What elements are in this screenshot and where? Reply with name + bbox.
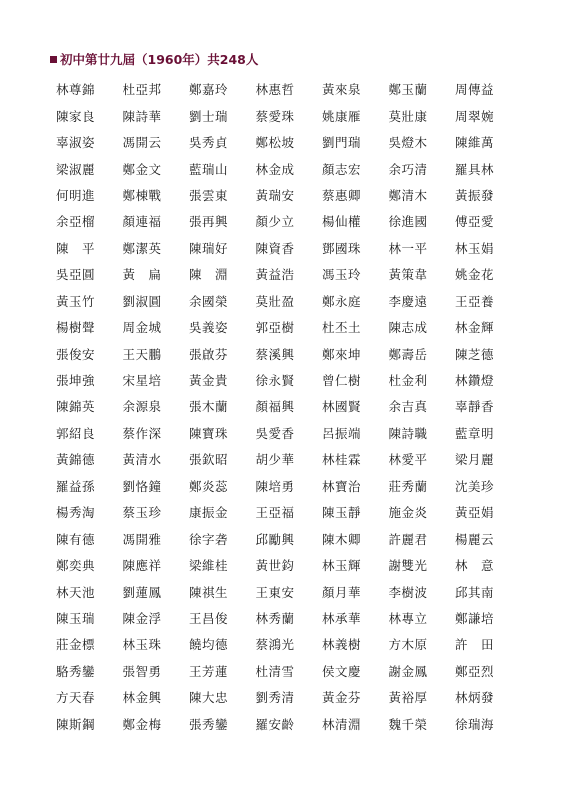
student-name: 張智勇 [122, 663, 162, 679]
student-name: 張啟芬 [189, 346, 229, 362]
name-row [56, 578, 536, 604]
name-row [56, 499, 536, 525]
student-name: 鄭金文 [122, 161, 162, 177]
student-name: 楊樹聲 [56, 320, 96, 336]
student-name: 顏福興 [255, 399, 295, 415]
student-name: 辜淑姿 [56, 135, 96, 151]
student-name: 藍章明 [455, 425, 495, 441]
student-name: 謝雙光 [388, 558, 428, 574]
student-name: 杜亞邦 [122, 82, 162, 98]
student-name: 羅具林 [455, 161, 495, 177]
student-name: 鄧國珠 [322, 240, 362, 256]
student-name: 陳培勇 [255, 478, 295, 494]
name-row [56, 76, 536, 102]
student-name: 劉恪鐘 [122, 478, 162, 494]
student-name: 劉門瑞 [322, 135, 362, 151]
student-name: 馮玉玲 [322, 267, 362, 283]
student-name: 黃 扁 [122, 267, 162, 283]
name-row [56, 552, 536, 578]
student-name: 徐進國 [388, 214, 428, 230]
student-name: 呂振端 [322, 425, 362, 441]
student-name: 王芳蓮 [189, 663, 229, 679]
student-name: 鄭來坤 [322, 346, 362, 362]
student-name: 侯文慶 [322, 663, 362, 679]
student-name: 駱秀鑾 [56, 663, 96, 679]
name-row [56, 288, 536, 314]
black-square-icon [50, 56, 57, 63]
student-name: 康振金 [189, 505, 229, 521]
name-row [56, 155, 536, 181]
student-name: 杜丕土 [322, 320, 362, 336]
student-name: 劉秀清 [255, 690, 295, 706]
student-name: 林惠哲 [255, 82, 295, 98]
name-row [56, 446, 536, 472]
student-name: 李慶遠 [388, 293, 428, 309]
student-name: 陳維萬 [455, 135, 495, 151]
student-name: 吳秀貞 [189, 135, 229, 151]
student-name: 陳玉瑞 [56, 610, 96, 626]
name-row [56, 129, 536, 155]
name-row [56, 525, 536, 551]
student-name: 蔡玉珍 [122, 505, 162, 521]
name-row [56, 631, 536, 657]
student-name: 鄭潔英 [122, 240, 162, 256]
student-name: 姚康雁 [322, 108, 362, 124]
student-name: 林專立 [388, 610, 428, 626]
student-name: 莊金標 [56, 637, 96, 653]
student-name: 梁月麗 [455, 452, 495, 468]
student-name: 林寶治 [322, 478, 362, 494]
student-name: 陳志成 [388, 320, 428, 336]
name-row [56, 420, 536, 446]
name-row [56, 340, 536, 366]
student-name: 陳家良 [56, 108, 96, 124]
student-name: 張雲東 [189, 187, 229, 203]
student-name: 陳詩華 [122, 108, 162, 124]
student-name: 陳芝德 [455, 346, 495, 362]
student-name: 林國賢 [322, 399, 362, 415]
student-name: 沈美珍 [455, 478, 495, 494]
student-name: 余源泉 [122, 399, 162, 415]
student-name: 林一平 [388, 240, 428, 256]
student-name: 黃亞娟 [455, 505, 495, 521]
student-name: 顏少立 [255, 214, 295, 230]
student-name: 鄭壽岳 [388, 346, 428, 362]
student-name: 林愛平 [388, 452, 428, 468]
student-name: 余亞榴 [56, 214, 96, 230]
student-name: 許麗君 [388, 531, 428, 547]
student-name: 鄭奕典 [56, 558, 96, 574]
name-row [56, 102, 536, 128]
name-row [56, 393, 536, 419]
student-name: 陳斯鋼 [56, 716, 96, 732]
student-name: 方木原 [388, 637, 428, 653]
student-name: 楊秀淘 [56, 505, 96, 521]
student-name: 莫壯盈 [255, 293, 295, 309]
student-name: 黃益浩 [255, 267, 295, 283]
student-name: 胡少華 [255, 452, 295, 468]
name-row [56, 684, 536, 710]
student-name: 黃振發 [455, 187, 495, 203]
section-heading [50, 50, 258, 68]
student-name: 蔡作深 [122, 425, 162, 441]
student-name: 陳木卿 [322, 531, 362, 547]
student-name: 林金輝 [455, 320, 495, 336]
student-name: 梁維桂 [189, 558, 229, 574]
student-name: 杜清雪 [255, 663, 295, 679]
student-name: 劉淑圓 [122, 293, 162, 309]
section-title: 初中第廿九屆（1960年）共248人 [60, 52, 259, 67]
student-name: 黃策韋 [388, 267, 428, 283]
student-name: 李樹波 [388, 584, 428, 600]
student-name: 林尊錦 [56, 82, 96, 98]
student-name: 莫壯康 [388, 108, 428, 124]
student-name: 黃裕厚 [388, 690, 428, 706]
student-name: 張俊安 [56, 346, 96, 362]
student-name: 鄭松坡 [255, 135, 295, 151]
student-name: 張坤強 [56, 373, 96, 389]
student-name: 宋星培 [122, 373, 162, 389]
student-name: 蔡愛珠 [255, 108, 295, 124]
student-name: 陳 平 [56, 240, 96, 256]
student-name: 林鑽燈 [455, 373, 495, 389]
student-name: 陳寶珠 [189, 425, 229, 441]
student-name: 邱其南 [455, 584, 495, 600]
student-name: 張欽昭 [189, 452, 229, 468]
name-row [56, 711, 536, 737]
student-name: 林桂霖 [322, 452, 362, 468]
student-name: 余吉真 [388, 399, 428, 415]
student-name: 莊秀蘭 [388, 478, 428, 494]
student-name: 劉士瑞 [189, 108, 229, 124]
student-name: 鄭清木 [388, 187, 428, 203]
student-name: 黃玉竹 [56, 293, 96, 309]
student-name: 梁淑麗 [56, 161, 96, 177]
student-name: 林玉輝 [322, 558, 362, 574]
student-name: 馮開雅 [122, 531, 162, 547]
name-row [56, 235, 536, 261]
student-name: 張再興 [189, 214, 229, 230]
student-name: 黃來泉 [322, 82, 362, 98]
student-name: 黃金貴 [189, 373, 229, 389]
student-name: 辜靜香 [455, 399, 495, 415]
student-name: 林炳發 [455, 690, 495, 706]
student-name: 林金成 [255, 161, 295, 177]
name-row [56, 314, 536, 340]
student-name: 林金興 [122, 690, 162, 706]
student-name: 林清淵 [322, 716, 362, 732]
student-name: 劉蓮鳳 [122, 584, 162, 600]
student-name: 藍瑞山 [189, 161, 229, 177]
student-name: 陳祺生 [189, 584, 229, 600]
student-name: 林 意 [455, 558, 495, 574]
student-name: 饒均德 [189, 637, 229, 653]
student-name: 陳詩職 [388, 425, 428, 441]
student-name: 羅安齡 [255, 716, 295, 732]
student-name: 吳亞圓 [56, 267, 96, 283]
student-name: 張木蘭 [189, 399, 229, 415]
student-name: 陳 淵 [189, 267, 229, 283]
student-name: 黃錦德 [56, 452, 96, 468]
name-row [56, 658, 536, 684]
student-name: 顏連福 [122, 214, 162, 230]
student-name: 姚金花 [455, 267, 495, 283]
name-row [56, 473, 536, 499]
student-name: 鄭永庭 [322, 293, 362, 309]
student-name: 陳金浮 [122, 610, 162, 626]
student-name: 黃世鈞 [255, 558, 295, 574]
student-name: 蔡溪興 [255, 346, 295, 362]
student-name: 陳有德 [56, 531, 96, 547]
student-name: 林玉珠 [122, 637, 162, 653]
student-name: 王天鵬 [122, 346, 162, 362]
student-name: 鄭嘉玲 [189, 82, 229, 98]
name-row [56, 367, 536, 393]
student-name: 謝金鳳 [388, 663, 428, 679]
student-name: 余巧清 [388, 161, 428, 177]
student-name: 鄭玉蘭 [388, 82, 428, 98]
student-name: 陳瑞好 [189, 240, 229, 256]
student-name: 顏志宏 [322, 161, 362, 177]
student-name: 鄭炎蕊 [189, 478, 229, 494]
student-name: 蔡鴻光 [255, 637, 295, 653]
student-name: 蔡惠卿 [322, 187, 362, 203]
student-name: 陳應祥 [122, 558, 162, 574]
student-name: 楊麗云 [455, 531, 495, 547]
student-name: 郭亞樹 [255, 320, 295, 336]
student-name: 鄭金梅 [122, 716, 162, 732]
student-name: 何明進 [56, 187, 96, 203]
student-name: 施金炎 [388, 505, 428, 521]
name-row [56, 261, 536, 287]
name-row [56, 208, 536, 234]
student-name: 鄭棟戰 [122, 187, 162, 203]
student-name: 郭紹良 [56, 425, 96, 441]
name-list [56, 76, 536, 737]
name-row [56, 182, 536, 208]
student-name: 陳錦英 [56, 399, 96, 415]
student-name: 鄭亞烈 [455, 663, 495, 679]
student-name: 吳義姿 [189, 320, 229, 336]
student-name: 陳大忠 [189, 690, 229, 706]
student-name: 楊仙權 [322, 214, 362, 230]
student-name: 黃瑞安 [255, 187, 295, 203]
student-name: 周翠婉 [455, 108, 495, 124]
student-name: 吳燈木 [388, 135, 428, 151]
name-row [56, 605, 536, 631]
student-name: 王亞福 [255, 505, 295, 521]
student-name: 徐瑞海 [455, 716, 495, 732]
student-name: 林天池 [56, 584, 96, 600]
student-name: 徐字砻 [189, 531, 229, 547]
student-name: 林玉娟 [455, 240, 495, 256]
student-name: 杜金利 [388, 373, 428, 389]
student-name: 黃金芬 [322, 690, 362, 706]
student-name: 鄭謙培 [455, 610, 495, 626]
student-name: 邱勵興 [255, 531, 295, 547]
student-name: 林承華 [322, 610, 362, 626]
student-name: 黃清水 [122, 452, 162, 468]
student-name: 曾仁樹 [322, 373, 362, 389]
student-name: 徐永賢 [255, 373, 295, 389]
student-name: 吳愛香 [255, 425, 295, 441]
student-name: 陳資香 [255, 240, 295, 256]
student-name: 王亞養 [455, 293, 495, 309]
student-name: 林秀蘭 [255, 610, 295, 626]
student-name: 余國榮 [189, 293, 229, 309]
student-name: 王東安 [255, 584, 295, 600]
student-name: 許 田 [455, 637, 495, 653]
student-name: 陳玉靜 [322, 505, 362, 521]
student-name: 周傳益 [455, 82, 495, 98]
student-name: 張秀鑾 [189, 716, 229, 732]
student-name: 方天春 [56, 690, 96, 706]
student-name: 周金城 [122, 320, 162, 336]
student-name: 傅亞愛 [455, 214, 495, 230]
student-name: 王昌俊 [189, 610, 229, 626]
student-name: 魏千榮 [388, 716, 428, 732]
student-name: 馮開云 [122, 135, 162, 151]
student-name: 羅益孫 [56, 478, 96, 494]
student-name: 顏月華 [322, 584, 362, 600]
student-name: 林義樹 [322, 637, 362, 653]
